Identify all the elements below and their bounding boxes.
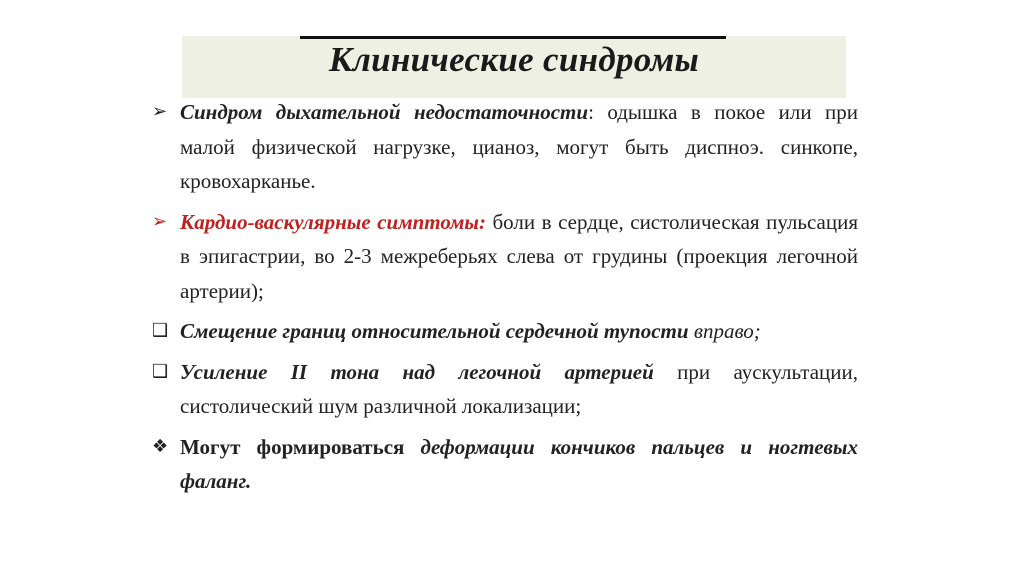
item-text: деформации кончиков пальцев и ногтевых фаланг.	[180, 434, 858, 493]
list-item	[152, 205, 858, 309]
item-heading: Кардио-васкулярные симптомы:	[180, 209, 486, 234]
list-item	[152, 430, 858, 499]
item-text: боли в сердце, систолическая пульсация в эпигастрии, во 2-3 межреберьях слева от грудины (проекция легочной артерии);	[180, 209, 858, 303]
diamond-bullet-icon: ❖	[152, 435, 169, 457]
checkbox-bullet-icon: ❑	[152, 360, 169, 382]
item-heading: Усиление II тона над легочной артерией	[180, 359, 654, 384]
slide-title: Клинические синдромы	[328, 40, 700, 79]
syndrome-list	[152, 95, 858, 505]
list-item	[152, 95, 858, 199]
title-rule	[300, 36, 726, 39]
item-heading: Синдром дыхательной недостаточности	[180, 100, 589, 124]
checkbox-bullet-icon: ❑	[152, 320, 169, 341]
item-text: : одышка в покое или при малой физической нагрузке, цианоз, могут быть диспноэ. синкопе, кровохарканье.	[180, 100, 858, 193]
arrow-bullet-icon: ➢	[152, 101, 168, 122]
item-heading: Смещение границ относительной сердечной тупости	[180, 319, 689, 343]
item-text: при аускультации, систолический шум различной локализации;	[180, 359, 858, 418]
arrow-bullet-icon: ➢	[152, 210, 168, 232]
list-item	[152, 314, 858, 349]
list-item	[152, 355, 858, 424]
item-text: вправо;	[688, 319, 761, 343]
item-heading: Могут формироваться	[180, 434, 405, 459]
